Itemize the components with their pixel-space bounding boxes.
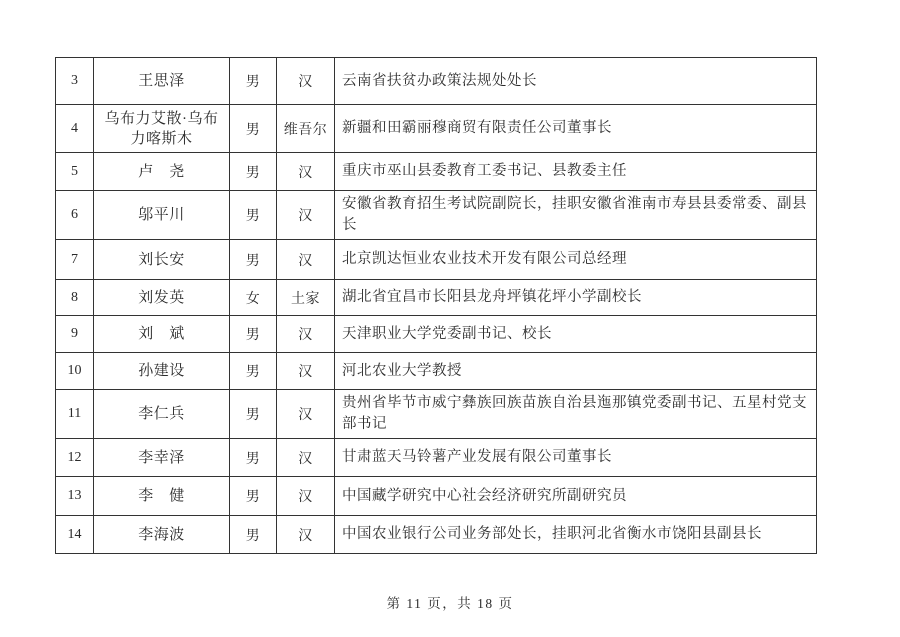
name-cell: 刘发英 xyxy=(94,280,230,316)
table-row xyxy=(56,240,817,280)
gender-cell: 男 xyxy=(230,191,277,240)
ethnicity-cell: 汉 xyxy=(277,58,335,105)
gender-cell: 男 xyxy=(230,240,277,280)
position-cell: 新疆和田霸丽穆商贸有限责任公司董事长 xyxy=(335,105,817,153)
page-footer: 第 11 页，共 18 页 xyxy=(386,596,514,611)
position-cell: 中国农业银行公司业务部处长，挂职河北省衡水市饶阳县副县长 xyxy=(335,516,817,554)
position-cell: 河北农业大学教授 xyxy=(335,353,817,390)
ethnicity-cell: 汉 xyxy=(277,477,335,516)
gender-cell: 男 xyxy=(230,316,277,353)
position-cell: 重庆市巫山县委教育工委书记、县教委主任 xyxy=(335,153,817,191)
position-cell: 湖北省宜昌市长阳县龙舟坪镇花坪小学副校长 xyxy=(335,280,817,316)
gender-cell: 男 xyxy=(230,58,277,105)
row-number-cell: 3 xyxy=(56,58,94,105)
gender-cell: 男 xyxy=(230,105,277,153)
row-number-cell: 10 xyxy=(56,353,94,390)
gender-cell: 男 xyxy=(230,353,277,390)
name-cell: 刘 斌 xyxy=(94,316,230,353)
position-cell: 安徽省教育招生考试院副院长，挂职安徽省淮南市寿县县委常委、副县长 xyxy=(335,191,817,240)
gender-cell: 男 xyxy=(230,516,277,554)
ethnicity-cell: 汉 xyxy=(277,191,335,240)
gender-cell: 男 xyxy=(230,390,277,439)
row-number-cell: 7 xyxy=(56,240,94,280)
table-row xyxy=(56,316,817,353)
row-number-cell: 8 xyxy=(56,280,94,316)
ethnicity-cell: 汉 xyxy=(277,316,335,353)
table-row xyxy=(56,153,817,191)
ethnicity-cell: 汉 xyxy=(277,439,335,477)
row-number-cell: 11 xyxy=(56,390,94,439)
name-cell: 李 健 xyxy=(94,477,230,516)
ethnicity-cell: 汉 xyxy=(277,390,335,439)
position-cell: 贵州省毕节市威宁彝族回族苗族自治县迤那镇党委副书记、五星村党支部书记 xyxy=(335,390,817,439)
name-cell: 李海波 xyxy=(94,516,230,554)
row-number-cell: 6 xyxy=(56,191,94,240)
position-cell: 中国藏学研究中心社会经济研究所副研究员 xyxy=(335,477,817,516)
table-row xyxy=(56,105,817,153)
ethnicity-cell: 土家 xyxy=(277,280,335,316)
ethnicity-cell: 汉 xyxy=(277,353,335,390)
gender-cell: 男 xyxy=(230,153,277,191)
row-number-cell: 9 xyxy=(56,316,94,353)
ethnicity-cell: 汉 xyxy=(277,516,335,554)
table-row xyxy=(56,280,817,316)
name-cell: 乌布力艾散·乌布力喀斯木 xyxy=(94,105,230,153)
ethnicity-cell: 汉 xyxy=(277,240,335,280)
row-number-cell: 13 xyxy=(56,477,94,516)
name-cell: 卢 尧 xyxy=(94,153,230,191)
name-cell: 李幸泽 xyxy=(94,439,230,477)
roster-table xyxy=(55,57,817,554)
name-cell: 刘长安 xyxy=(94,240,230,280)
table-row xyxy=(56,390,817,439)
name-cell: 王思泽 xyxy=(94,58,230,105)
row-number-cell: 4 xyxy=(56,105,94,153)
position-cell: 北京凯达恒业农业技术开发有限公司总经理 xyxy=(335,240,817,280)
name-cell: 孙建设 xyxy=(94,353,230,390)
position-cell: 天津职业大学党委副书记、校长 xyxy=(335,316,817,353)
row-number-cell: 12 xyxy=(56,439,94,477)
name-cell: 邬平川 xyxy=(94,191,230,240)
table-row xyxy=(56,353,817,390)
gender-cell: 男 xyxy=(230,477,277,516)
ethnicity-cell: 汉 xyxy=(277,153,335,191)
gender-cell: 男 xyxy=(230,439,277,477)
row-number-cell: 14 xyxy=(56,516,94,554)
ethnicity-cell: 维吾尔 xyxy=(277,105,335,153)
table-row xyxy=(56,477,817,516)
position-cell: 云南省扶贫办政策法规处处长 xyxy=(335,58,817,105)
table-row xyxy=(56,58,817,105)
table-row xyxy=(56,439,817,477)
row-number-cell: 5 xyxy=(56,153,94,191)
gender-cell: 女 xyxy=(230,280,277,316)
table-row xyxy=(56,516,817,554)
table-row xyxy=(56,191,817,240)
name-cell: 李仁兵 xyxy=(94,390,230,439)
position-cell: 甘肃蓝天马铃薯产业发展有限公司董事长 xyxy=(335,439,817,477)
